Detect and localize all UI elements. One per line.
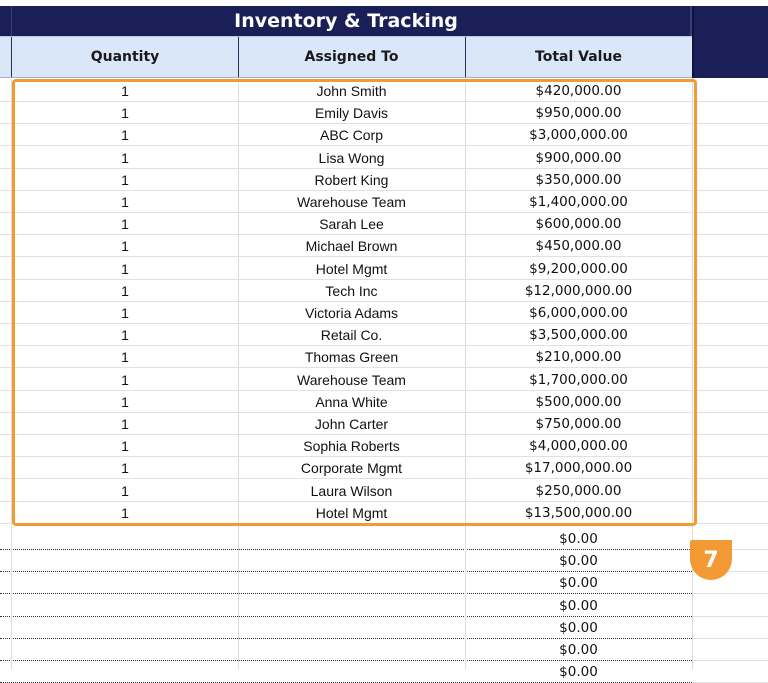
empty-table-row [0,639,692,661]
cell-total-value[interactable]: $900,000.00 [535,149,622,166]
cell-empty[interactable] [692,661,768,683]
column-gridline [238,78,239,669]
cell-quantity[interactable]: 1 [121,437,129,454]
cell-empty[interactable] [692,147,768,169]
cell-quantity[interactable] [12,528,238,549]
cell-total-value[interactable]: $1,400,000.00 [529,193,628,210]
table-row [0,413,692,435]
cell-quantity[interactable]: 1 [121,237,129,254]
cell-empty[interactable] [692,435,768,457]
cell-assigned-to[interactable]: Laura Wilson [310,482,393,499]
table-row [0,235,692,257]
cell-quantity[interactable] [12,639,238,660]
cell-empty[interactable] [692,391,768,413]
cell-quantity[interactable]: 1 [121,282,129,299]
empty-table-row [0,572,692,594]
cell-assigned-to[interactable]: Victoria Adams [304,304,399,321]
cell-total-value[interactable]: $600,000.00 [535,215,622,232]
table-row [0,502,692,524]
cell-total-value[interactable]: $3,000,000.00 [529,126,628,143]
cell-assigned-to[interactable]: Tech Inc [325,282,378,299]
cell-empty[interactable] [692,191,768,213]
cell-total-value[interactable]: $0.00 [559,597,598,614]
cell-quantity[interactable]: 1 [121,104,129,121]
cell-quantity[interactable]: 1 [121,82,129,99]
cell-total-value[interactable]: $4,000,000.00 [529,437,628,454]
cell-empty[interactable] [692,346,768,368]
cell-empty[interactable] [692,413,768,435]
cell-total-value[interactable]: $0.00 [559,619,598,636]
header-filler-separator [692,6,694,78]
cell-empty[interactable] [692,595,768,617]
cell-empty[interactable] [692,258,768,280]
column-header-row [0,36,692,78]
cell-assigned-to[interactable]: Lisa Wong [318,149,385,166]
cell-empty[interactable] [692,280,768,302]
cell-assigned-to[interactable] [238,572,465,593]
cell-quantity[interactable]: 1 [121,415,129,432]
sheet-title-bar[interactable] [0,6,692,36]
table-row [0,213,692,235]
header-divider [238,37,239,77]
cell-empty[interactable] [692,324,768,346]
cell-total-value[interactable]: $3,500,000.00 [529,326,628,343]
table-row [0,391,692,413]
cell-assigned-to[interactable]: Thomas Green [304,348,399,365]
cell-empty[interactable] [692,302,768,324]
table-row [0,480,692,502]
table-row [0,169,692,191]
cell-empty[interactable] [692,102,768,124]
cell-quantity[interactable]: 1 [121,193,129,210]
cell-assigned-to[interactable]: Hotel Mgmt [315,260,388,277]
cell-quantity[interactable]: 1 [121,326,129,343]
cell-total-value[interactable]: $1,700,000.00 [529,371,628,388]
empty-table-row [0,528,692,550]
cell-total-value[interactable]: $950,000.00 [535,104,622,121]
table-row [0,346,692,368]
cell-quantity[interactable] [12,617,238,638]
cell-quantity[interactable]: 1 [121,371,129,388]
cell-assigned-to[interactable]: John Carter [314,415,389,432]
cell-empty[interactable] [692,213,768,235]
cell-assigned-to[interactable] [238,595,465,616]
cell-assigned-to[interactable]: Robert King [314,171,389,188]
cell-assigned-to[interactable] [238,528,465,549]
cell-total-value[interactable]: $350,000.00 [535,171,622,188]
cell-total-value[interactable]: $250,000.00 [535,482,622,499]
cell-total-value[interactable]: $500,000.00 [535,393,622,410]
cell-total-value[interactable]: $9,200,000.00 [529,260,628,277]
header-quantity[interactable]: Quantity [90,49,160,65]
cell-empty[interactable] [692,617,768,639]
cell-quantity[interactable] [12,595,238,616]
cell-assigned-to[interactable]: Anna White [315,393,388,410]
table-row [0,124,692,146]
cell-empty[interactable] [692,169,768,191]
cell-quantity[interactable]: 1 [121,215,129,232]
cell-total-value[interactable]: $12,000,000.00 [524,282,633,299]
cell-total-value[interactable]: $6,000,000.00 [529,304,628,321]
cell-total-value[interactable]: $0.00 [559,530,598,547]
cell-total-value[interactable]: $450,000.00 [535,237,622,254]
cell-total-value[interactable]: $210,000.00 [535,348,622,365]
header-assigned-to[interactable]: Assigned To [304,49,399,65]
cell-quantity[interactable]: 1 [121,126,129,143]
table-row [0,147,692,169]
cell-quantity[interactable]: 1 [121,149,129,166]
table-row [0,369,692,391]
cell-assigned-to[interactable]: Sophia Roberts [303,437,400,454]
table-row [0,280,692,302]
cell-quantity[interactable]: 1 [121,304,129,321]
cell-total-value[interactable]: $750,000.00 [535,415,622,432]
table-row [0,80,692,102]
cell-assigned-to[interactable]: John Smith [316,82,387,99]
cell-total-value[interactable]: $0.00 [559,641,598,658]
cell-empty[interactable] [692,235,768,257]
cell-quantity[interactable]: 1 [121,171,129,188]
cell-empty[interactable] [692,457,768,479]
cell-assigned-to[interactable] [238,639,465,660]
cell-total-value[interactable]: $0.00 [559,574,598,591]
empty-table-row [0,617,692,639]
cell-assigned-to[interactable]: Sarah Lee [319,215,384,232]
table-row [0,102,692,124]
cell-assigned-to[interactable]: Warehouse Team [297,371,406,388]
column-gridline [692,78,693,669]
cell-quantity[interactable]: 1 [121,459,129,476]
cell-quantity[interactable] [12,550,238,571]
cell-assigned-to[interactable]: Warehouse Team [297,193,406,210]
cell-empty[interactable] [692,80,768,102]
cell-empty[interactable] [692,369,768,391]
cell-empty[interactable] [692,502,768,524]
cell-empty[interactable] [692,639,768,661]
cell-quantity[interactable]: 1 [121,260,129,277]
cell-total-value[interactable]: $0.00 [559,552,598,569]
cell-assigned-to[interactable]: Retail Co. [320,326,383,343]
cell-quantity[interactable] [12,572,238,593]
empty-table-row [0,661,692,683]
header-divider [11,37,12,77]
empty-table-row [0,595,692,617]
sheet-title: Inventory & Tracking [234,10,458,32]
cell-assigned-to[interactable]: ABC Corp [319,126,384,143]
table-row [0,324,692,346]
cell-quantity[interactable]: 1 [121,393,129,410]
cell-empty[interactable] [692,124,768,146]
header-divider [465,37,466,77]
table-row [0,435,692,457]
cell-assigned-to[interactable] [238,661,465,682]
column-gridline [11,78,12,669]
column-gridline [465,78,466,669]
table-row [0,457,692,479]
empty-table-row [0,550,692,572]
cell-total-value[interactable]: $13,500,000.00 [524,504,633,521]
cell-assigned-to[interactable]: Emily Davis [314,104,389,121]
cell-total-value[interactable]: $17,000,000.00 [524,459,633,476]
table-row [0,302,692,324]
cell-assigned-to[interactable] [238,617,465,638]
cell-total-value[interactable]: $0.00 [559,663,598,680]
cell-assigned-to[interactable]: Corporate Mgmt [300,459,403,476]
header-filler-cell[interactable] [692,6,768,78]
header-total-value[interactable]: Total Value [535,49,622,65]
title-left-edge [11,6,12,36]
cell-empty[interactable] [692,480,768,502]
cell-quantity[interactable]: 1 [121,348,129,365]
cell-quantity[interactable] [12,661,238,682]
table-row [0,258,692,280]
cell-assigned-to[interactable]: Michael Brown [305,237,398,254]
cell-quantity[interactable]: 1 [121,482,129,499]
cell-total-value[interactable]: $420,000.00 [535,82,622,99]
annotation-badge: 7 [690,540,732,580]
cell-assigned-to[interactable]: Hotel Mgmt [315,504,388,521]
cell-quantity[interactable]: 1 [121,504,129,521]
table-row [0,191,692,213]
cell-assigned-to[interactable] [238,550,465,571]
